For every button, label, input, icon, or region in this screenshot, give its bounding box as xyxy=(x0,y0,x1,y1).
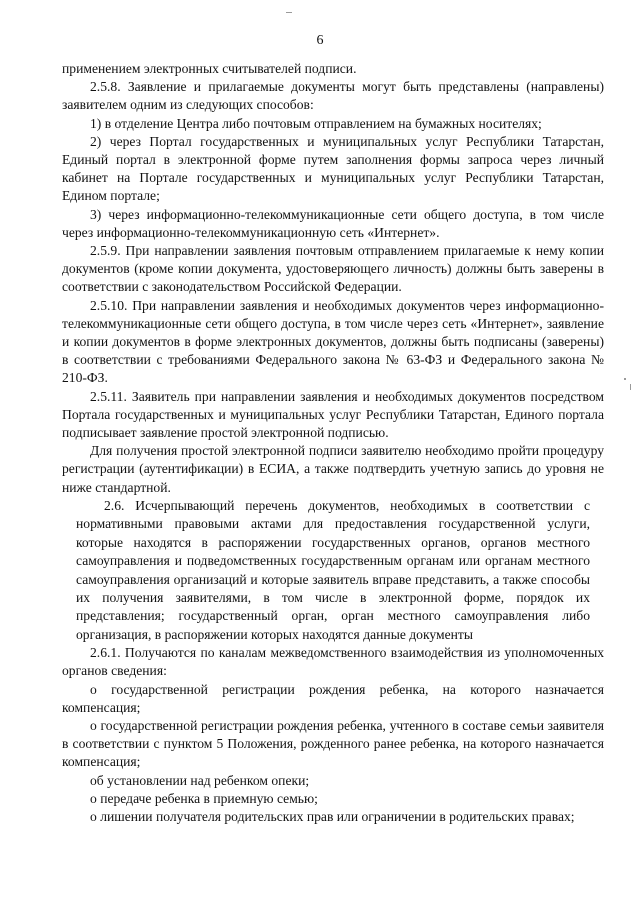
section-heading-2-6: 2.6. Исчерпывающий перечень документов, необходимых в соответствии с нормативными правовыми актами для предоставления государственной услуги, которые находятся в распоряжении государственных органов, органов местного самоуправления и подведомственных государственным органам или органам местного самоуправления организаций и которые заявитель вправе представить, а также способы их получения заявителями, в том числе в электронной форме, порядок их представления; государственный орган, орган местного самоуправления либо организация, в распоряжении которых находятся данные документы xyxy=(76,497,590,642)
paragraph-2-5-8: 2.5.8. Заявление и прилагаемые документы могут быть представлены (направлены) заявителем одним из следующих способов: xyxy=(62,79,604,113)
list-item-info-1: о государственной регистрации рождения ребенка, на которого назначается компенсация; xyxy=(62,681,604,715)
paragraph-continuation: применением электронных считывателей подписи. xyxy=(62,61,357,76)
document-body xyxy=(62,60,604,826)
list-item-info-4: о передаче ребенка в приемную семью; xyxy=(90,790,318,806)
scan-artifact-mark xyxy=(624,378,626,380)
list-item-method-3: 3) через информационно-телекоммуникационные сети общего доступа, в том числе через информационно-телекоммуникационную сеть «Интернет». xyxy=(62,206,604,240)
scan-artifact-mark xyxy=(286,12,292,13)
paragraph-2-6-1: 2.6.1. Получаются по каналам межведомственного взаимодействия из уполномоченных органов сведения: xyxy=(62,645,604,679)
list-item-info-3: об установлении над ребенком опеки; xyxy=(90,772,310,788)
paragraph-2-5-9: 2.5.9. При направлении заявления почтовым отправлением прилагаемые к нему копии документов (кроме копии документа, удостоверяющего личность) должны быть заверены в соответствии с законодательством Российской Федерации. xyxy=(62,243,604,295)
scan-artifact-mark xyxy=(630,384,631,390)
paragraph-2-5-10: 2.5.10. При направлении заявления и необходимых документов через информационно-телекоммуникационные сети общего доступа, в том числе через сеть «Интернет», заявление и копии документов в форме электронных документов, должны быть подписаны (заверены) в соответствии с требованиями Федерального закона № 63-ФЗ и Федерального закона № 210-ФЗ. xyxy=(62,297,604,386)
list-item-info-5: о лишении получателя родительских прав или ограничении в родительских правах; xyxy=(90,808,575,824)
paragraph-2-5-11: 2.5.11. Заявитель при направлении заявления и необходимых документов посредством Портала государственных и муниципальных услуг Республики Татарстан, Единого портала подписывает заявление простой электронной подписью. xyxy=(62,388,604,441)
page-number: 6 xyxy=(316,33,324,48)
list-item-method-2: 2) через Портал государственных и муниципальных услуг Республики Татарстан, Единый портал в электронной форме путем заполнения формы запроса через личный кабинет на Портале государственных и муниципальных услуг Республики Татарстан, Едином портале; xyxy=(62,133,604,204)
list-item-method-1: 1) в отделение Центра либо почтовым отправлением на бумажных носителях; xyxy=(90,115,542,131)
list-item-info-2: о государственной регистрации рождения ребенка, учтенного в составе семьи заявителя в соответствии с пунктом 5 Положения, рожденного ранее ребенка, на которого назначается компенсация; xyxy=(62,717,604,770)
paragraph-esia-registration: Для получения простой электронной подписи заявителю необходимо пройти процедуру регистрации (аутентификации) в ЕСИА, а также подтвердить учетную запись до уровня не ниже стандартной. xyxy=(62,443,604,495)
